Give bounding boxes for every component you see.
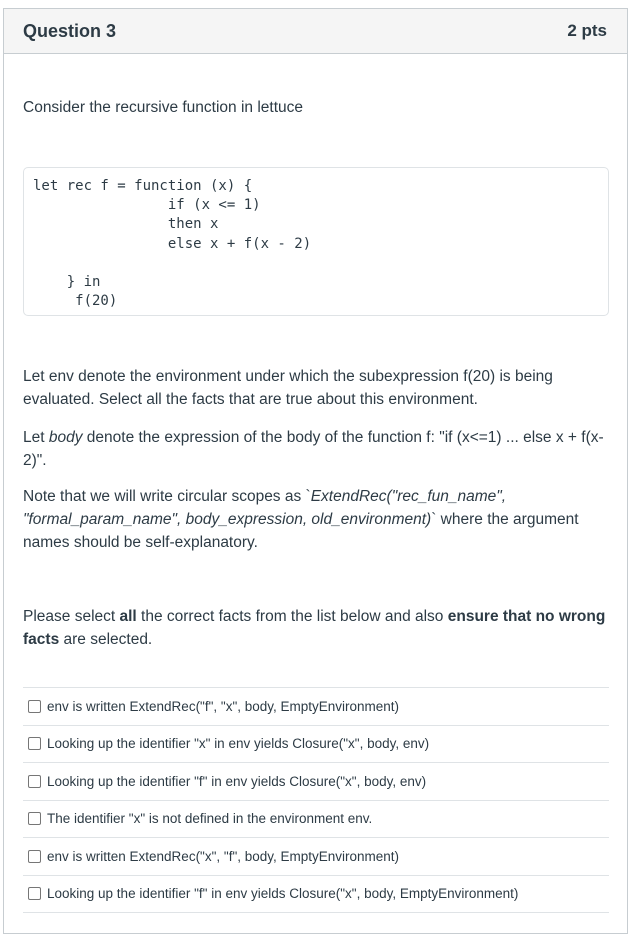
answer-label: The identifier "x" is not defined in the environment env. <box>47 811 373 827</box>
answer-checkbox[interactable] <box>28 775 41 788</box>
answer-checkbox[interactable] <box>28 887 41 900</box>
code-block <box>23 167 609 316</box>
answer-option[interactable] <box>23 801 609 839</box>
body-term: body <box>48 429 83 446</box>
answer-label: Looking up the identifier "f" in env yields Closure("x", body, env) <box>47 773 427 789</box>
answer-option[interactable] <box>23 763 609 801</box>
answer-checkbox[interactable] <box>28 812 41 825</box>
answer-label: Looking up the identifier "x" in env yields Closure("x", body, env) <box>47 736 430 752</box>
body-description: Let body denote the expression of the body of the function f: "if (x<=1) ... else x + f(x-2)". <box>23 429 604 469</box>
answer-label: env is written ExtendRec("f", "x", body, EmptyEnvironment) <box>47 698 400 714</box>
answer-list <box>23 687 609 913</box>
question-card <box>3 8 628 934</box>
intro-text: Consider the recursive function in lettuce <box>23 99 304 116</box>
answer-option[interactable] <box>23 726 609 764</box>
selection-instructions: Please select all the correct facts from the list below and also ensure that no wrong facts are selected. <box>23 608 606 648</box>
question-points: 2 pts <box>567 21 607 40</box>
answer-checkbox[interactable] <box>28 737 41 750</box>
answer-option[interactable] <box>23 838 609 876</box>
answer-label: env is written ExtendRec("x", "f", body, EmptyEnvironment) <box>47 848 400 864</box>
answer-option[interactable] <box>23 876 609 914</box>
env-description: Let env denote the environment under which the subexpression f(20) is being evaluated. Select all the facts that are true about this environment. <box>23 368 553 408</box>
question-header <box>4 9 627 54</box>
answer-checkbox[interactable] <box>28 700 41 713</box>
answer-option[interactable] <box>23 688 609 726</box>
answer-label: Looking up the identifier "f" in env yields Closure("x", body, EmptyEnvironment) <box>47 886 519 902</box>
answer-checkbox[interactable] <box>28 850 41 863</box>
question-title: Question 3 <box>23 20 117 41</box>
code-text: let rec f = function (x) { if (x <= 1) then x else x + f(x - 2) } in f(20) <box>33 178 312 310</box>
circular-scope-note: Note that we will write circular scopes as `ExtendRec("rec_fun_name", "formal_param_name", body_expression, old_environment)` where the argument names should be self-explanatory. <box>23 488 579 551</box>
extendrec-syntax: ExtendRec("rec_fun_name", "formal_param_name", body_expression, old_environment) <box>23 488 507 528</box>
